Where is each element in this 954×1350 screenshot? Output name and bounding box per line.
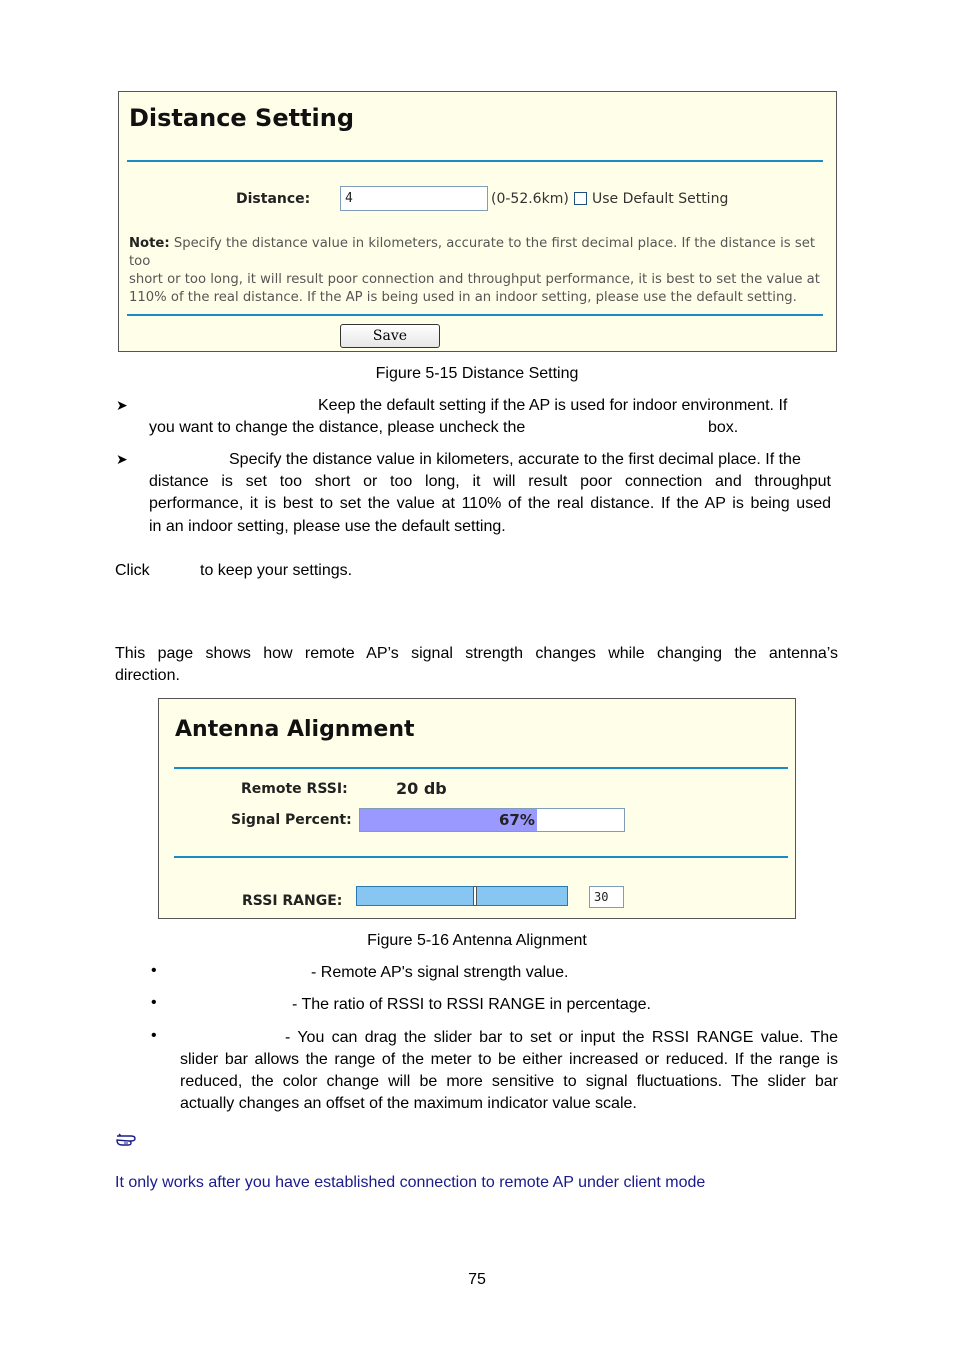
- distance-setting-title: Distance Setting: [129, 104, 355, 132]
- rssi-range-label: RSSI RANGE:: [242, 893, 343, 909]
- distance-range-hint: (0-52.6km): [491, 191, 569, 207]
- dot-item-1: - Remote AP's signal strength value.: [311, 964, 569, 981]
- rssi-range-input[interactable]: [589, 886, 624, 908]
- bullet-dot: •: [151, 962, 157, 979]
- dot-item-3-line-4: actually changes an offset of the maximum indicator value scale.: [180, 1095, 637, 1112]
- distance-setting-panel: [118, 91, 837, 352]
- note-line-1: Specify the distance value in kilometers, accurate to the first decimal place. If the distance is set too: [129, 236, 815, 269]
- use-default-checkbox[interactable]: [574, 192, 587, 205]
- rssi-range-slider[interactable]: [356, 886, 568, 906]
- remote-rssi-label: Remote RSSI:: [241, 781, 348, 797]
- note-line-2: short or too long, it will result poor connection and throughput performance, it is best to set the value at: [129, 272, 820, 287]
- antenna-alignment-title: Antenna Alignment: [175, 717, 415, 742]
- signal-percent-label: Signal Percent:: [231, 812, 352, 828]
- remote-rssi-value: 20 db: [396, 779, 447, 798]
- arrow-bullet-icon: ➤: [116, 451, 128, 467]
- bullet-1-line-1: Keep the default setting if the AP is used for indoor environment. If: [318, 397, 788, 414]
- note-line-3: 110% of the real distance. If the AP is being used in an indoor setting, please use the default setting.: [129, 290, 797, 305]
- dot-item-3-line-1: - You can drag the slider bar to set or input the RSSI RANGE value. The: [285, 1029, 838, 1046]
- bottom-divider: [127, 314, 823, 316]
- intro-line-1: This page shows how remote AP’s signal strength changes while changing the antenna’s: [115, 645, 838, 662]
- dot-item-2: - The ratio of RSSI to RSSI RANGE in percentage.: [292, 996, 651, 1013]
- save-button[interactable]: Save: [340, 324, 440, 348]
- dot-item-3-line-3: reduced, the color change will be more sensitive to signal fluctuations. The slider bar: [180, 1073, 838, 1090]
- page-number: 75: [468, 1271, 486, 1288]
- bullet-2-line-2: distance is set too short or too long, it will result poor connection and throughput: [149, 473, 831, 490]
- arrow-bullet-icon: ➤: [116, 397, 128, 413]
- antenna-alignment-panel: [158, 698, 796, 919]
- use-default-label: Use Default Setting: [592, 191, 729, 207]
- figure-5-16-caption: Figure 5-16 Antenna Alignment: [367, 932, 587, 949]
- note-block: [129, 235, 829, 307]
- signal-percent-text: 67%: [499, 811, 535, 829]
- signal-percent-bar: [359, 808, 625, 832]
- note-prefix: Note:: [129, 236, 170, 251]
- bullet-1-line-2a: you want to change the distance, please uncheck the: [149, 419, 526, 436]
- bullet-2-line-3: performance, it is best to set the value at 110% of the real distance. If the AP is being used: [149, 495, 831, 512]
- figure-5-15-caption: Figure 5-15 Distance Setting: [375, 365, 579, 382]
- bullet-2-line-1: Specify the distance value in kilometers, accurate to the first decimal place. If the: [229, 451, 801, 468]
- note-text: It only works after you have established connection to remote AP under client mode: [115, 1174, 706, 1191]
- click-text-post: to keep your settings.: [200, 562, 353, 579]
- dot-item-3-line-2: slider bar allows the range of the meter to be either increased or reduced. If the range is: [180, 1051, 838, 1068]
- intro-line-2: direction.: [115, 667, 180, 684]
- bullet-1-line-2b: box.: [708, 419, 739, 436]
- bullet-2-line-4: in an indoor setting, please use the default setting.: [149, 518, 506, 535]
- top-divider: [127, 160, 823, 162]
- click-text-pre: Click: [115, 562, 150, 579]
- bottom-divider: [174, 856, 788, 858]
- pointing-hand-icon: [115, 1130, 143, 1153]
- top-divider: [174, 767, 788, 769]
- distance-input[interactable]: [340, 186, 488, 211]
- bullet-dot: •: [151, 1027, 157, 1044]
- slider-handle[interactable]: [473, 886, 477, 906]
- distance-label: Distance:: [236, 191, 311, 207]
- bullet-dot: •: [151, 994, 157, 1011]
